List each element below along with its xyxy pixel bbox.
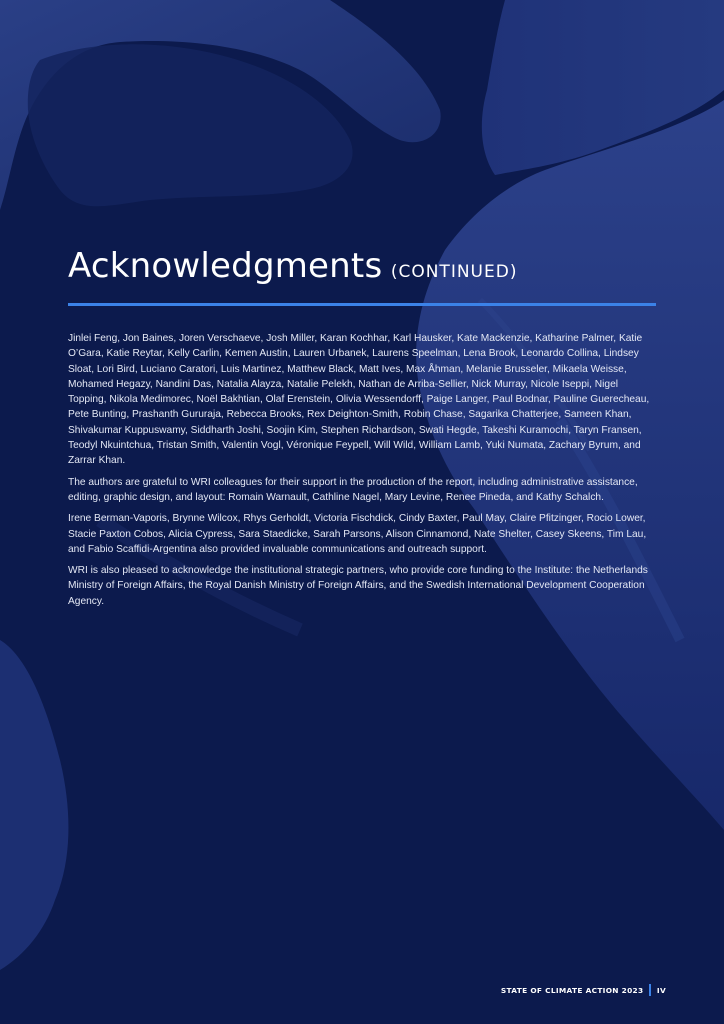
footer-report-name: STATE OF CLIMATE ACTION 2023 bbox=[500, 985, 644, 995]
acknowledgments-body bbox=[68, 331, 658, 615]
title-divider bbox=[68, 303, 656, 306]
paragraph-strategic-partners: WRI is also pleased to acknowledge the institutional strategic partners, who provide core funding to the Institute: the Netherlands Ministry of Foreign Affairs, the Royal Danish Ministry of Foreign Affairs, and the Swedish International Development Cooperation Agency. bbox=[68, 565, 648, 607]
footer-separator bbox=[649, 984, 651, 996]
page-title bbox=[68, 246, 668, 296]
title-main: Acknowledgments bbox=[68, 246, 383, 286]
paragraph-names: Jinlei Feng, Jon Baines, Joren Verschaeve, Josh Miller, Karan Kochhar, Karl Hausker, Kate Mackenzie, Katharine Palmer, Katie O’Gara, Katie Reytar, Kelly Carlin, Kemen Austin, Lauren Urbanek, Laurens Speelman, Lena Brook, Leonardo Collina, Lindsey Sloat, Lori Bird, Luciano Caratori, Luis Martinez, Matthew Black, Matt Ives, Max Åhman, Melanie Brusseler, Mikaela Weisse, Mohamed Hegazy, Nandini Das, Natalia Alayza, Natalie Pelekh, Nathan de Arriba-Sellier, Nick Murray, Nicole Iseppi, Nigel Topping, Nikola Medimorec, Noël Bakhtian, Olaf Erenstein, Olivia Wessendorff, Paige Langer, Paul Bodnar, Pauline Guerecheau, Pete Bunting, Prashanth Gururaja, Rebecca Brooks, Rex Deighton-Smith, Robin Chase, Sagarika Chatterjee, Sameen Khan, Shivakumar Kuppuswamy, Siddharth Joshi, Soojin Kim, Stephen Richardson, Swati Hegde, Takeshi Kuramochi, Taryn Fransen, Teodyl Nkuintchua, Tristan Smith, Valentin Vogl, Véronique Feypell, Will Wild, William Lamb, Yuki Numata, Zachary Byrum, and Zarrar Khan. bbox=[68, 333, 650, 467]
page-footer bbox=[501, 984, 666, 996]
paragraph-wri-colleagues: The authors are grateful to WRI colleagues for their support in the production of the report, including administrative assistance, editing, graphic design, and layout: Romain Warnault, Cathline Nagel, Mary Levine, Renee Pineda, and Kathy Schalch. bbox=[68, 476, 638, 503]
footer-page-number: IV bbox=[656, 985, 666, 995]
paragraph-communications: Irene Berman-Vaporis, Brynne Wilcox, Rhys Gerholdt, Victoria Fischdick, Cindy Baxter, Paul May, Claire Pfitzinger, Rocio Lower, Stacie Paxton Cobos, Alicia Cypress, Sara Staedicke, Sarah Parsons, Alison Cinnamond, Nate Shelter, Casey Skeens, Tim Lau, and Fabio Scaffidi-Argentina also provided invaluable communications and outreach support. bbox=[68, 513, 647, 555]
title-continued: (CONTINUED) bbox=[390, 262, 518, 282]
